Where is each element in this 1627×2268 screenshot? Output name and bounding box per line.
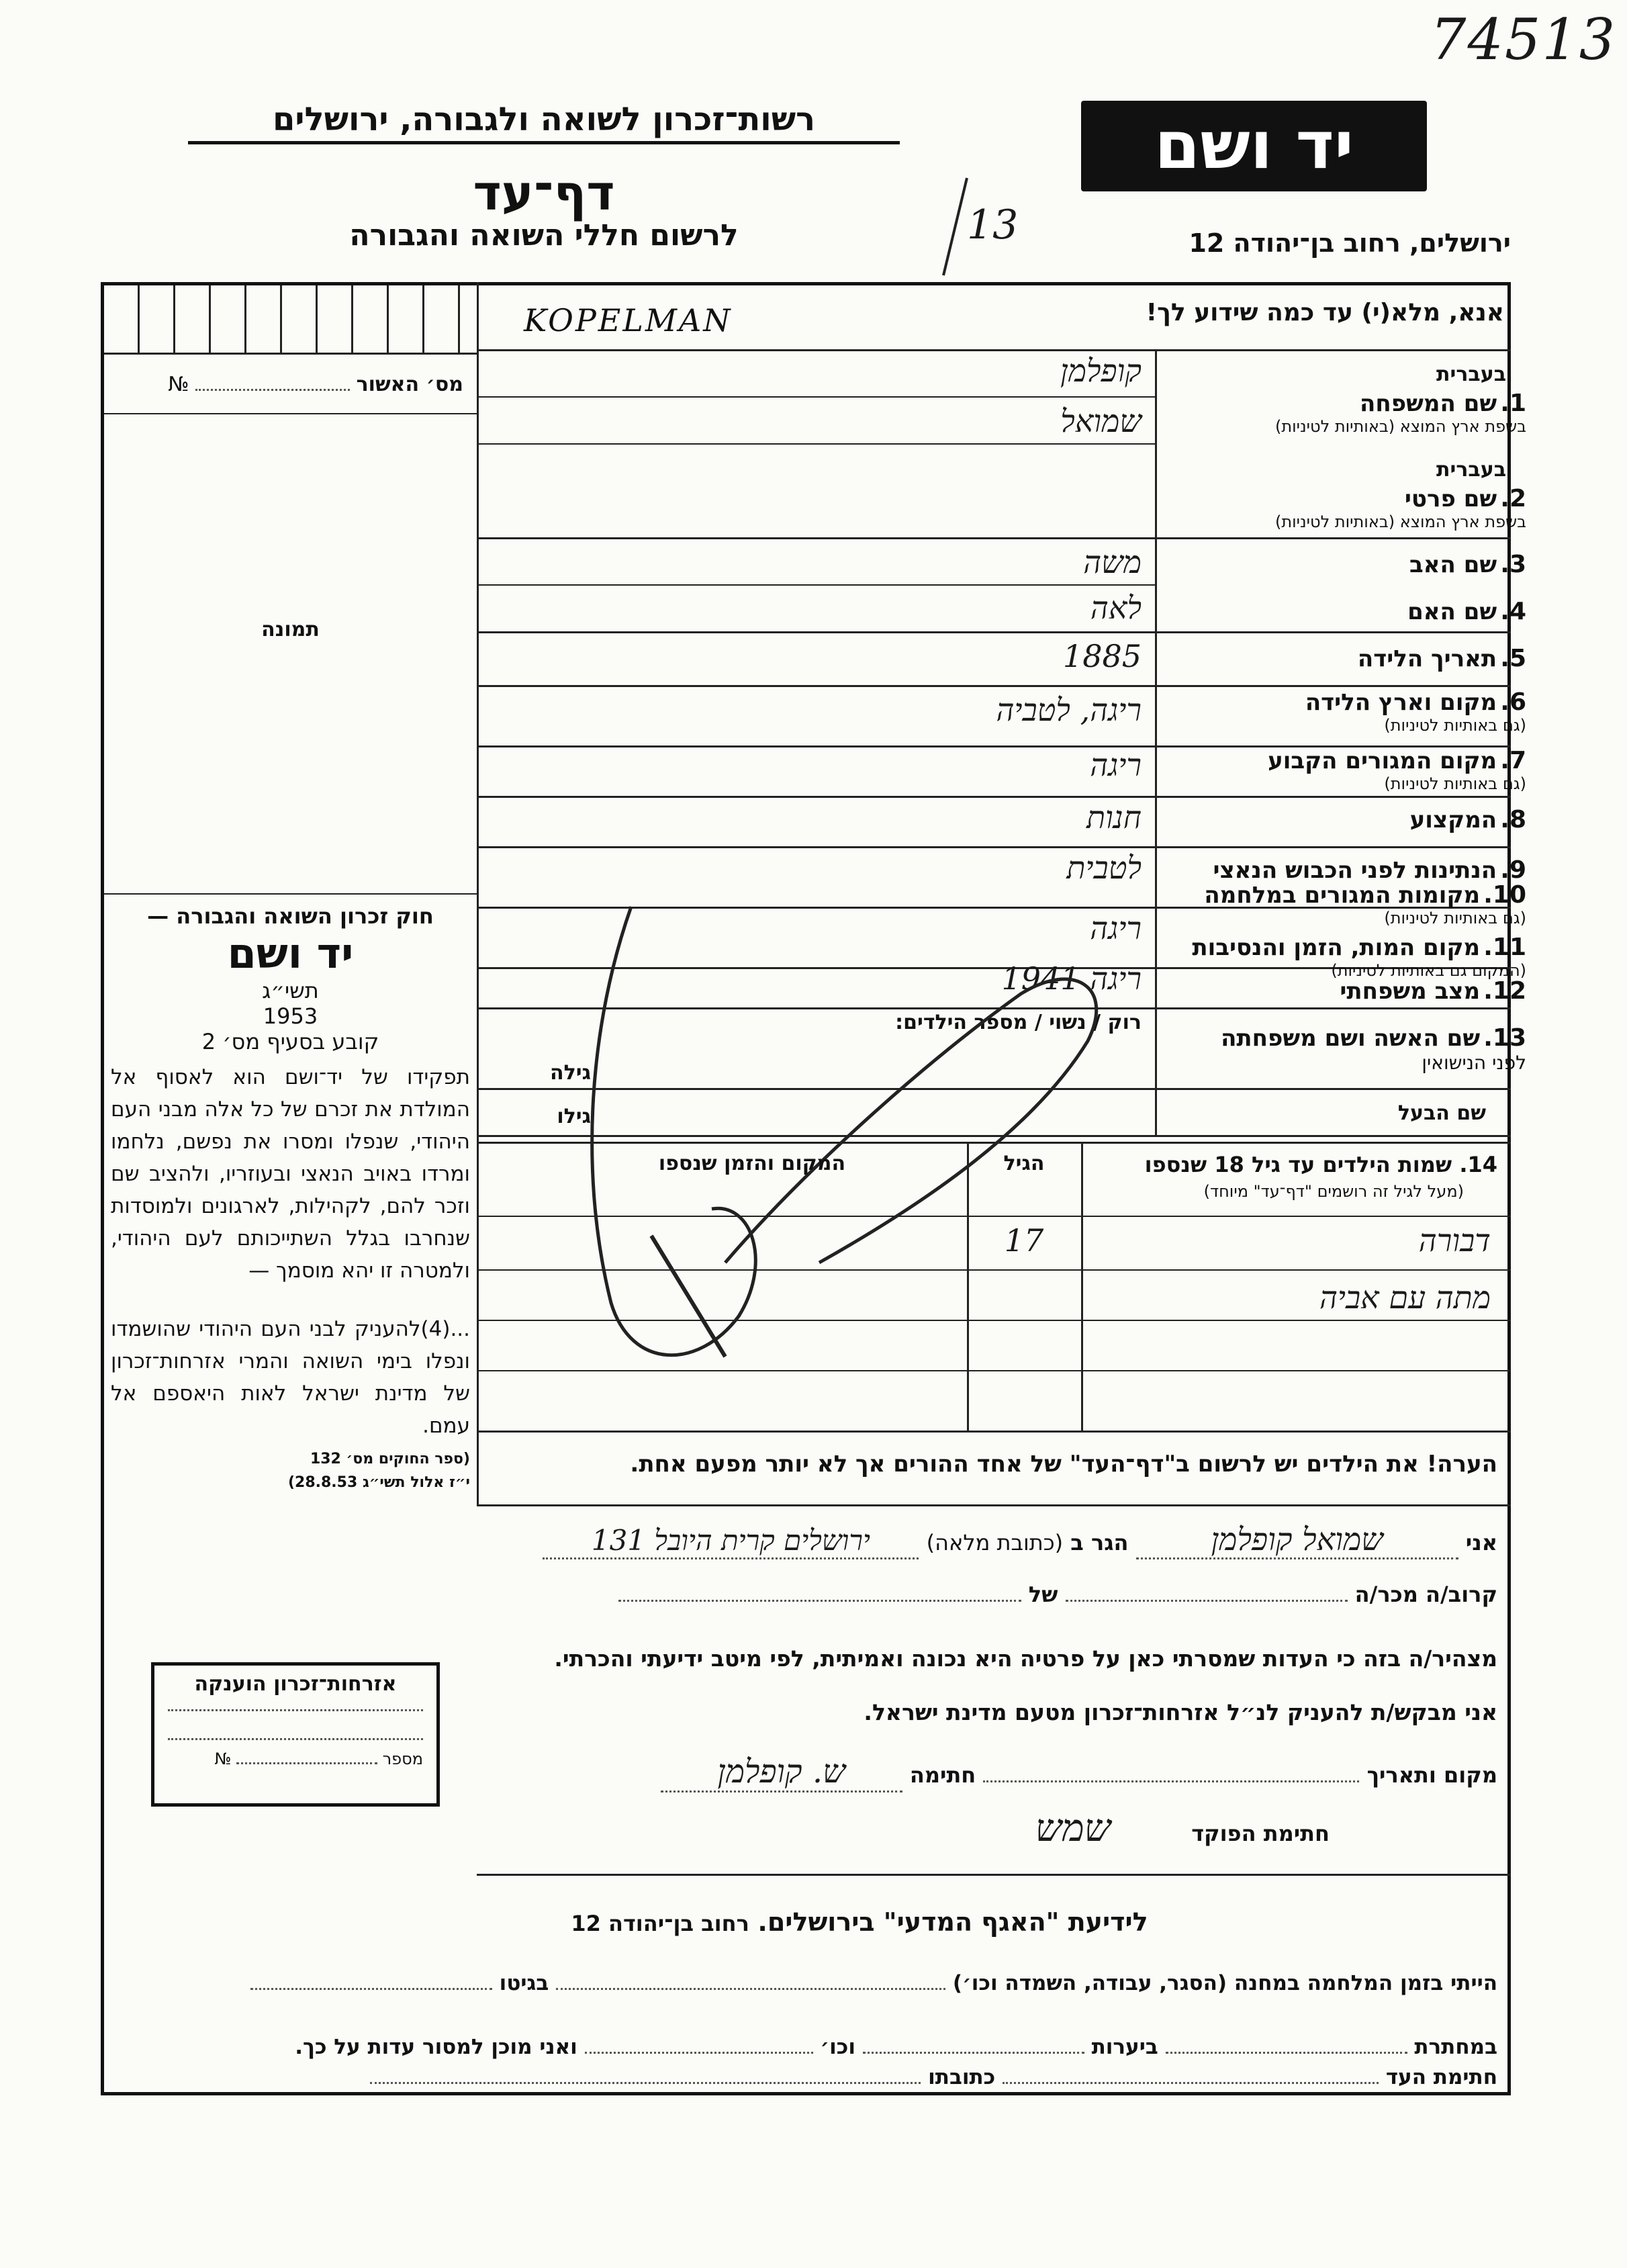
full-address-label: (כתובת מלאה) — [926, 1530, 1064, 1555]
child-note-value: מתה עם אביה — [1319, 1279, 1491, 1316]
field-family-name: 1. שם המשפחה בשפת ארץ המוצא (באותיות לטיניות) — [1275, 390, 1526, 436]
ghetto-label: בגיטו — [499, 1971, 549, 1995]
law-text: תפקידו של יד־ושם הוא לאסוף אל המולדת את זכרם של כל אלה מבני העם היהודי, שנפלו ומסרו את נפשם, נלחמו ומרדו באויב הנאצי ובעוזריו, ולהציב שם וזכר להם, לקהילות, לארגונים ולמוסדות שנחרבו בגלל השתייכותם לעם היהודי, ולמטרה זו יהא מוסמך — — [111, 1065, 470, 1283]
residence-value: ריגה — [1090, 747, 1142, 783]
field-2-hebrew: בעברית — [1436, 458, 1506, 482]
witness-address-label: כתובתו — [928, 2065, 996, 2089]
approval-number — [128, 373, 463, 396]
children-title: 14. שמות הילדים עד גיל 18 שנספו — [1144, 1152, 1497, 1177]
camp-label: הייתי בזמן המלחמה במחנה (הסגר, עבודה, השמדה וכו׳) — [952, 1971, 1497, 1995]
child-name-value: דבורה — [1418, 1222, 1491, 1259]
margin-note: 13 — [967, 201, 1019, 248]
law-source: (ספר החוקים מס׳ 132 — [310, 1451, 470, 1467]
husband-age-label: גילו — [557, 1105, 591, 1128]
law-block — [111, 903, 470, 1054]
child-age-value: 17 — [1004, 1222, 1044, 1259]
field-profession: 8. המקצוע — [1409, 806, 1526, 833]
family-name-value: קופלמן — [1060, 353, 1142, 389]
i-label: אני — [1465, 1530, 1497, 1555]
first-name-value: שמואל — [1060, 403, 1142, 439]
authority-name: רשות־זכרון לשואה ולגבורה, ירושלים — [188, 101, 900, 144]
field-wife: 13. שם האשה ושם משפחתה לפני הנישואין — [1221, 1024, 1526, 1074]
father-value: משה — [1083, 544, 1142, 580]
citizenship-number — [168, 1750, 423, 1768]
declare-line: מצהיר/ה בזה כי העדות שמסרתי כאן על פרטיה היא נכונה ואמיתית, לפי מיטב ידיעתי והכרתי. — [554, 1645, 1497, 1672]
photo-label: תמונה — [261, 618, 320, 641]
field-birthplace: 6. מקום וארץ הלידה (גם באותיות לטיניות) — [1305, 688, 1526, 735]
ruler-boxes — [104, 285, 477, 355]
camp-line — [121, 1971, 1497, 1995]
hiding-label: במחתרת — [1414, 2035, 1497, 2059]
field-husband: שם הבעל — [1397, 1101, 1486, 1125]
wartime-residence-value: ריגה — [1090, 910, 1142, 946]
archive-number: 74513 — [1430, 7, 1617, 73]
form-subtitle: לרשום חללי השואה והגבורה — [349, 218, 739, 253]
hiding-line — [121, 2035, 1497, 2059]
witness-sign-line — [121, 2065, 1497, 2089]
law-date: י״ז אלול תשי״ג 28.8.53) — [287, 1474, 470, 1491]
field-citizenship: 9. הנתינות לפני הכבוש הנאצי — [1213, 856, 1526, 884]
field-residence: 7. מקום המגורים הקבוע (גם באותיות לטיניות) — [1268, 747, 1526, 793]
relative-label: קרוב/ה מכר/ה — [1354, 1582, 1497, 1607]
citizenship-value: לטבית — [1066, 850, 1142, 886]
witness-name-value: שמואל קופלמן — [1136, 1521, 1458, 1559]
profession-value: חנות — [1086, 799, 1142, 835]
children-note-remark: הערה! את הילדים יש לרשום ב"דף־העד" של אחד ההורים אך לא יותר מפעם אחת. — [630, 1451, 1497, 1478]
officer-label: חתימת הפוקד — [1191, 1821, 1330, 1846]
birthplace-value: ריגה, לטביה — [996, 692, 1142, 728]
sign-line — [490, 1753, 1497, 1793]
signature-label: חתימה — [909, 1762, 976, 1788]
mother-value: לאה — [1090, 590, 1142, 626]
yad-vashem-logo: יד ושם — [1081, 101, 1427, 191]
surname-latin: KOPELMAN — [524, 302, 733, 338]
residing-label: הגר ב — [1070, 1530, 1129, 1555]
no-symbol: № — [168, 373, 189, 396]
approval-label: מס׳ האשור — [356, 373, 463, 396]
header-address: ירושלים, רחוב בן־יהודה 12 — [1189, 228, 1511, 258]
law-section: קובע בסעיף מס׳ 2 — [201, 1029, 379, 1054]
field-1-hebrew: בעברית — [1436, 363, 1506, 386]
field-wartime-residence: 10. מקומות המגורים במלחמה (גם באותיות לטיניות) — [1204, 881, 1526, 927]
ready-label: ואני מוכן למסור עדות על כך. — [295, 2035, 577, 2059]
form-title: דף־עד — [473, 165, 615, 221]
field-father: 3. שם האב — [1409, 551, 1526, 578]
signature-value: ש. קופלמן — [661, 1753, 902, 1793]
marital-options: רוק / נשוי / מספר הילדים: — [895, 1011, 1142, 1034]
place-date-label: מקום ותאריך — [1366, 1762, 1497, 1788]
info-address: רחוב בן־יהודה 12 — [571, 1911, 749, 1936]
wife-age-label: גילה — [550, 1061, 591, 1085]
of-label: של — [1028, 1582, 1058, 1607]
witness-sign-label: חתימת העד — [1385, 2065, 1497, 2089]
form-prompt: אנא, מלא(י) עד כמה שידוע לך! — [1146, 299, 1504, 326]
citizenship-box-title: אזרחות־זכרון הוענקה — [194, 1672, 397, 1696]
address-value: ירושלים קרית היובל 131 — [543, 1524, 919, 1559]
law-year: 1953 — [263, 1003, 318, 1029]
birth-year-value: 1885 — [1062, 638, 1142, 674]
declaration-line-1 — [430, 1521, 1497, 1559]
info-title: לידיעת "האגף המדעי" בירושלים. — [757, 1907, 1148, 1937]
info-line — [490, 1907, 1229, 1937]
no-symbol-2: № — [214, 1750, 232, 1768]
law-title: חוק זכרון השואה והגבורה — — [147, 903, 434, 929]
officer-signature: שמש — [1035, 1807, 1111, 1850]
children-note: (מעל לגיל זה רושמים "דף־עד" מיוחד) — [1203, 1182, 1464, 1201]
etc-label: וכו׳ — [820, 2035, 855, 2059]
field-birth-date: 5. תאריך הלידה — [1357, 645, 1526, 672]
number-label: מספר — [382, 1750, 423, 1768]
citizenship-box — [151, 1662, 440, 1807]
field-death: 11. מקום המות, הזמן והנסיבות (המקום גם באותיות לטיניות) — [1192, 934, 1526, 980]
field-first-name: 2. שם פרטי בשפת ארץ המוצא (באותיות לטיניות) — [1275, 485, 1526, 531]
request-line: אני מבקש/ת להעניק לנ״ל אזרחות־זכרון מטעם מדינת ישראל. — [864, 1699, 1497, 1725]
law-name: יד ושם — [227, 929, 354, 978]
field-marital: 12. מצב משפחתי — [1340, 977, 1526, 1005]
law-clause: ...(4)להעניק לבני העם היהודי שהושמדו ונפלו בימי השואה והמרי אזרחות־זכרון של מדינת ישראל לאות היאספם אל עמם. — [111, 1317, 470, 1438]
field-mother: 4. שם האם — [1407, 598, 1526, 625]
forest-label: ביערות — [1091, 2035, 1158, 2059]
law-year-hebrew: תשי״ג — [262, 978, 319, 1003]
children-col-age: הגיל — [1003, 1152, 1045, 1175]
children-col-place-time: המקום והזמן שנספו — [658, 1152, 846, 1175]
relative-line — [490, 1582, 1497, 1607]
death-value: ריגה 1941 — [1001, 960, 1142, 997]
officer-line — [490, 1807, 1330, 1850]
